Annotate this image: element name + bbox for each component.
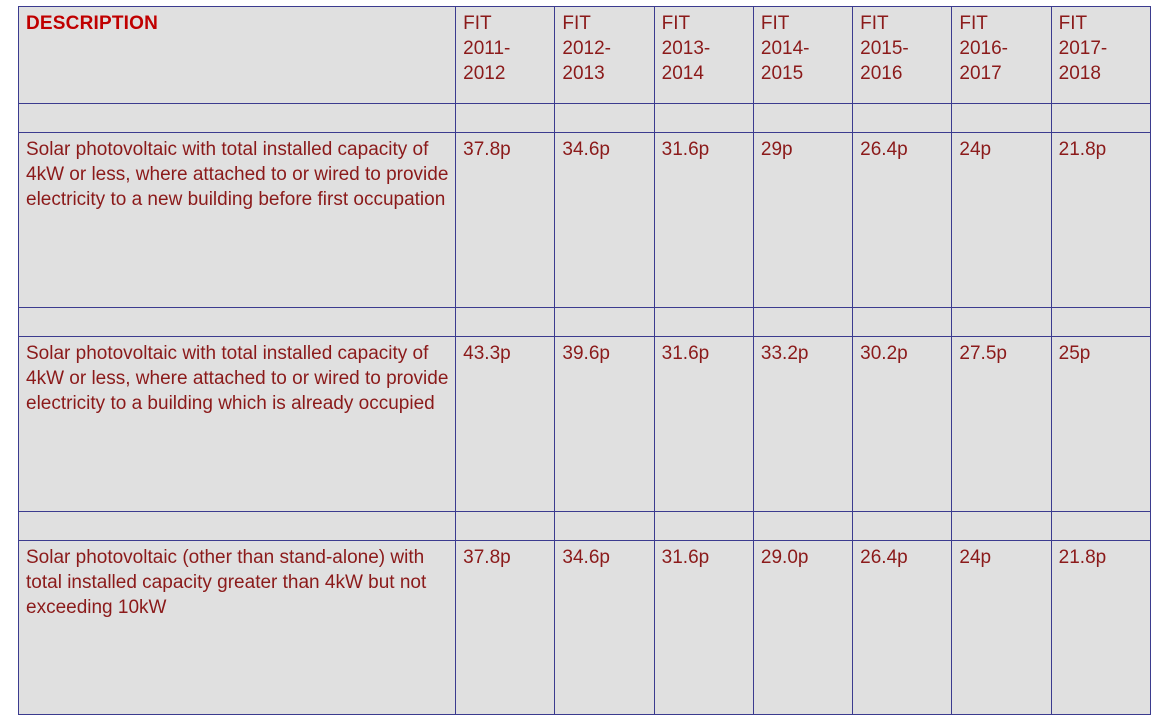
row-value: 31.6p: [654, 337, 753, 512]
header-line: 2012-: [562, 38, 612, 59]
row-value: 26.4p: [853, 541, 952, 715]
column-header-fit-2016-2017: [952, 7, 1051, 104]
header-line: 2015-: [860, 38, 909, 59]
header-line: 2017: [959, 63, 1002, 84]
row-value: 29p: [753, 133, 852, 308]
header-line: FIT: [463, 13, 492, 34]
spacer-cell: [19, 308, 456, 337]
column-header-fit-2011-2012: [456, 7, 555, 104]
spacer-cell: [952, 512, 1051, 541]
table-spacer-row: [19, 104, 1151, 133]
column-header-fit-2012-2013: [555, 7, 654, 104]
spacer-cell: [753, 512, 852, 541]
table-row: [19, 541, 1151, 715]
row-value: 25p: [1051, 337, 1150, 512]
row-description: Solar photovoltaic with total installed capacity of 4kW or less, where attached to or wired to provide electricity to a new building before first occupation: [19, 133, 456, 308]
row-value: 37.8p: [456, 133, 555, 308]
header-line: DESCRIPTION: [26, 13, 159, 34]
table-row: [19, 337, 1151, 512]
row-description: Solar photovoltaic with total installed capacity of 4kW or less, where attached to or wired to provide electricity to a building which is already occupied: [19, 337, 456, 512]
header-line: 2016: [860, 63, 903, 84]
spacer-cell: [19, 104, 456, 133]
spacer-cell: [853, 308, 952, 337]
header-line: 2017-: [1058, 38, 1108, 59]
row-value: 30.2p: [853, 337, 952, 512]
table-spacer-row: [19, 308, 1151, 337]
header-line: FIT: [959, 13, 988, 34]
spacer-cell: [555, 308, 654, 337]
row-value: 21.8p: [1051, 133, 1150, 308]
header-line: FIT: [1058, 13, 1088, 34]
header-line: FIT: [760, 13, 790, 34]
header-line: 2014: [661, 63, 704, 84]
spacer-cell: [654, 512, 753, 541]
spacer-cell: [753, 104, 852, 133]
table-row: [19, 133, 1151, 308]
spacer-cell: [952, 104, 1051, 133]
header-line: 2013-: [661, 38, 711, 59]
row-value: 26.4p: [853, 133, 952, 308]
spacer-cell: [654, 104, 753, 133]
spacer-cell: [456, 308, 555, 337]
row-value: 27.5p: [952, 337, 1051, 512]
row-value: 39.6p: [555, 337, 654, 512]
header-line: 2011-: [463, 38, 511, 59]
column-header-description: [19, 7, 456, 104]
spacer-cell: [19, 512, 456, 541]
fit-tariff-table: [18, 6, 1151, 715]
spacer-cell: [753, 308, 852, 337]
row-value: 34.6p: [555, 541, 654, 715]
row-value: 43.3p: [456, 337, 555, 512]
spacer-cell: [555, 512, 654, 541]
header-line: 2012: [463, 63, 506, 84]
spacer-cell: [853, 104, 952, 133]
header-line: 2018: [1058, 63, 1101, 84]
row-value: 37.8p: [456, 541, 555, 715]
table-spacer-row: [19, 512, 1151, 541]
header-line: FIT: [562, 13, 591, 34]
header-line: 2014-: [760, 38, 810, 59]
header-line: FIT: [860, 13, 889, 34]
column-header-fit-2015-2016: [853, 7, 952, 104]
spacer-cell: [1051, 308, 1150, 337]
row-value: 24p: [952, 541, 1051, 715]
header-line: 2016-: [959, 38, 1009, 59]
row-value: 21.8p: [1051, 541, 1150, 715]
spacer-cell: [1051, 512, 1150, 541]
spacer-cell: [456, 104, 555, 133]
row-value: 24p: [952, 133, 1051, 308]
row-value: 31.6p: [654, 133, 753, 308]
spacer-cell: [555, 104, 654, 133]
column-header-fit-2014-2015: [753, 7, 852, 104]
row-value: 29.0p: [753, 541, 852, 715]
spacer-cell: [654, 308, 753, 337]
column-header-fit-2017-2018: [1051, 7, 1150, 104]
header-line: 2013: [562, 63, 605, 84]
header-line: 2015: [760, 63, 804, 84]
row-value: 33.2p: [753, 337, 852, 512]
row-description: Solar photovoltaic (other than stand-alone) with total installed capacity greater than 4kW but not exceeding 10kW: [19, 541, 456, 715]
row-value: 31.6p: [654, 541, 753, 715]
spacer-cell: [1051, 104, 1150, 133]
row-value: 34.6p: [555, 133, 654, 308]
spacer-cell: [456, 512, 555, 541]
spacer-cell: [853, 512, 952, 541]
header-line: FIT: [661, 13, 691, 34]
table-header-row: [19, 7, 1151, 104]
spacer-cell: [952, 308, 1051, 337]
column-header-fit-2013-2014: [654, 7, 753, 104]
